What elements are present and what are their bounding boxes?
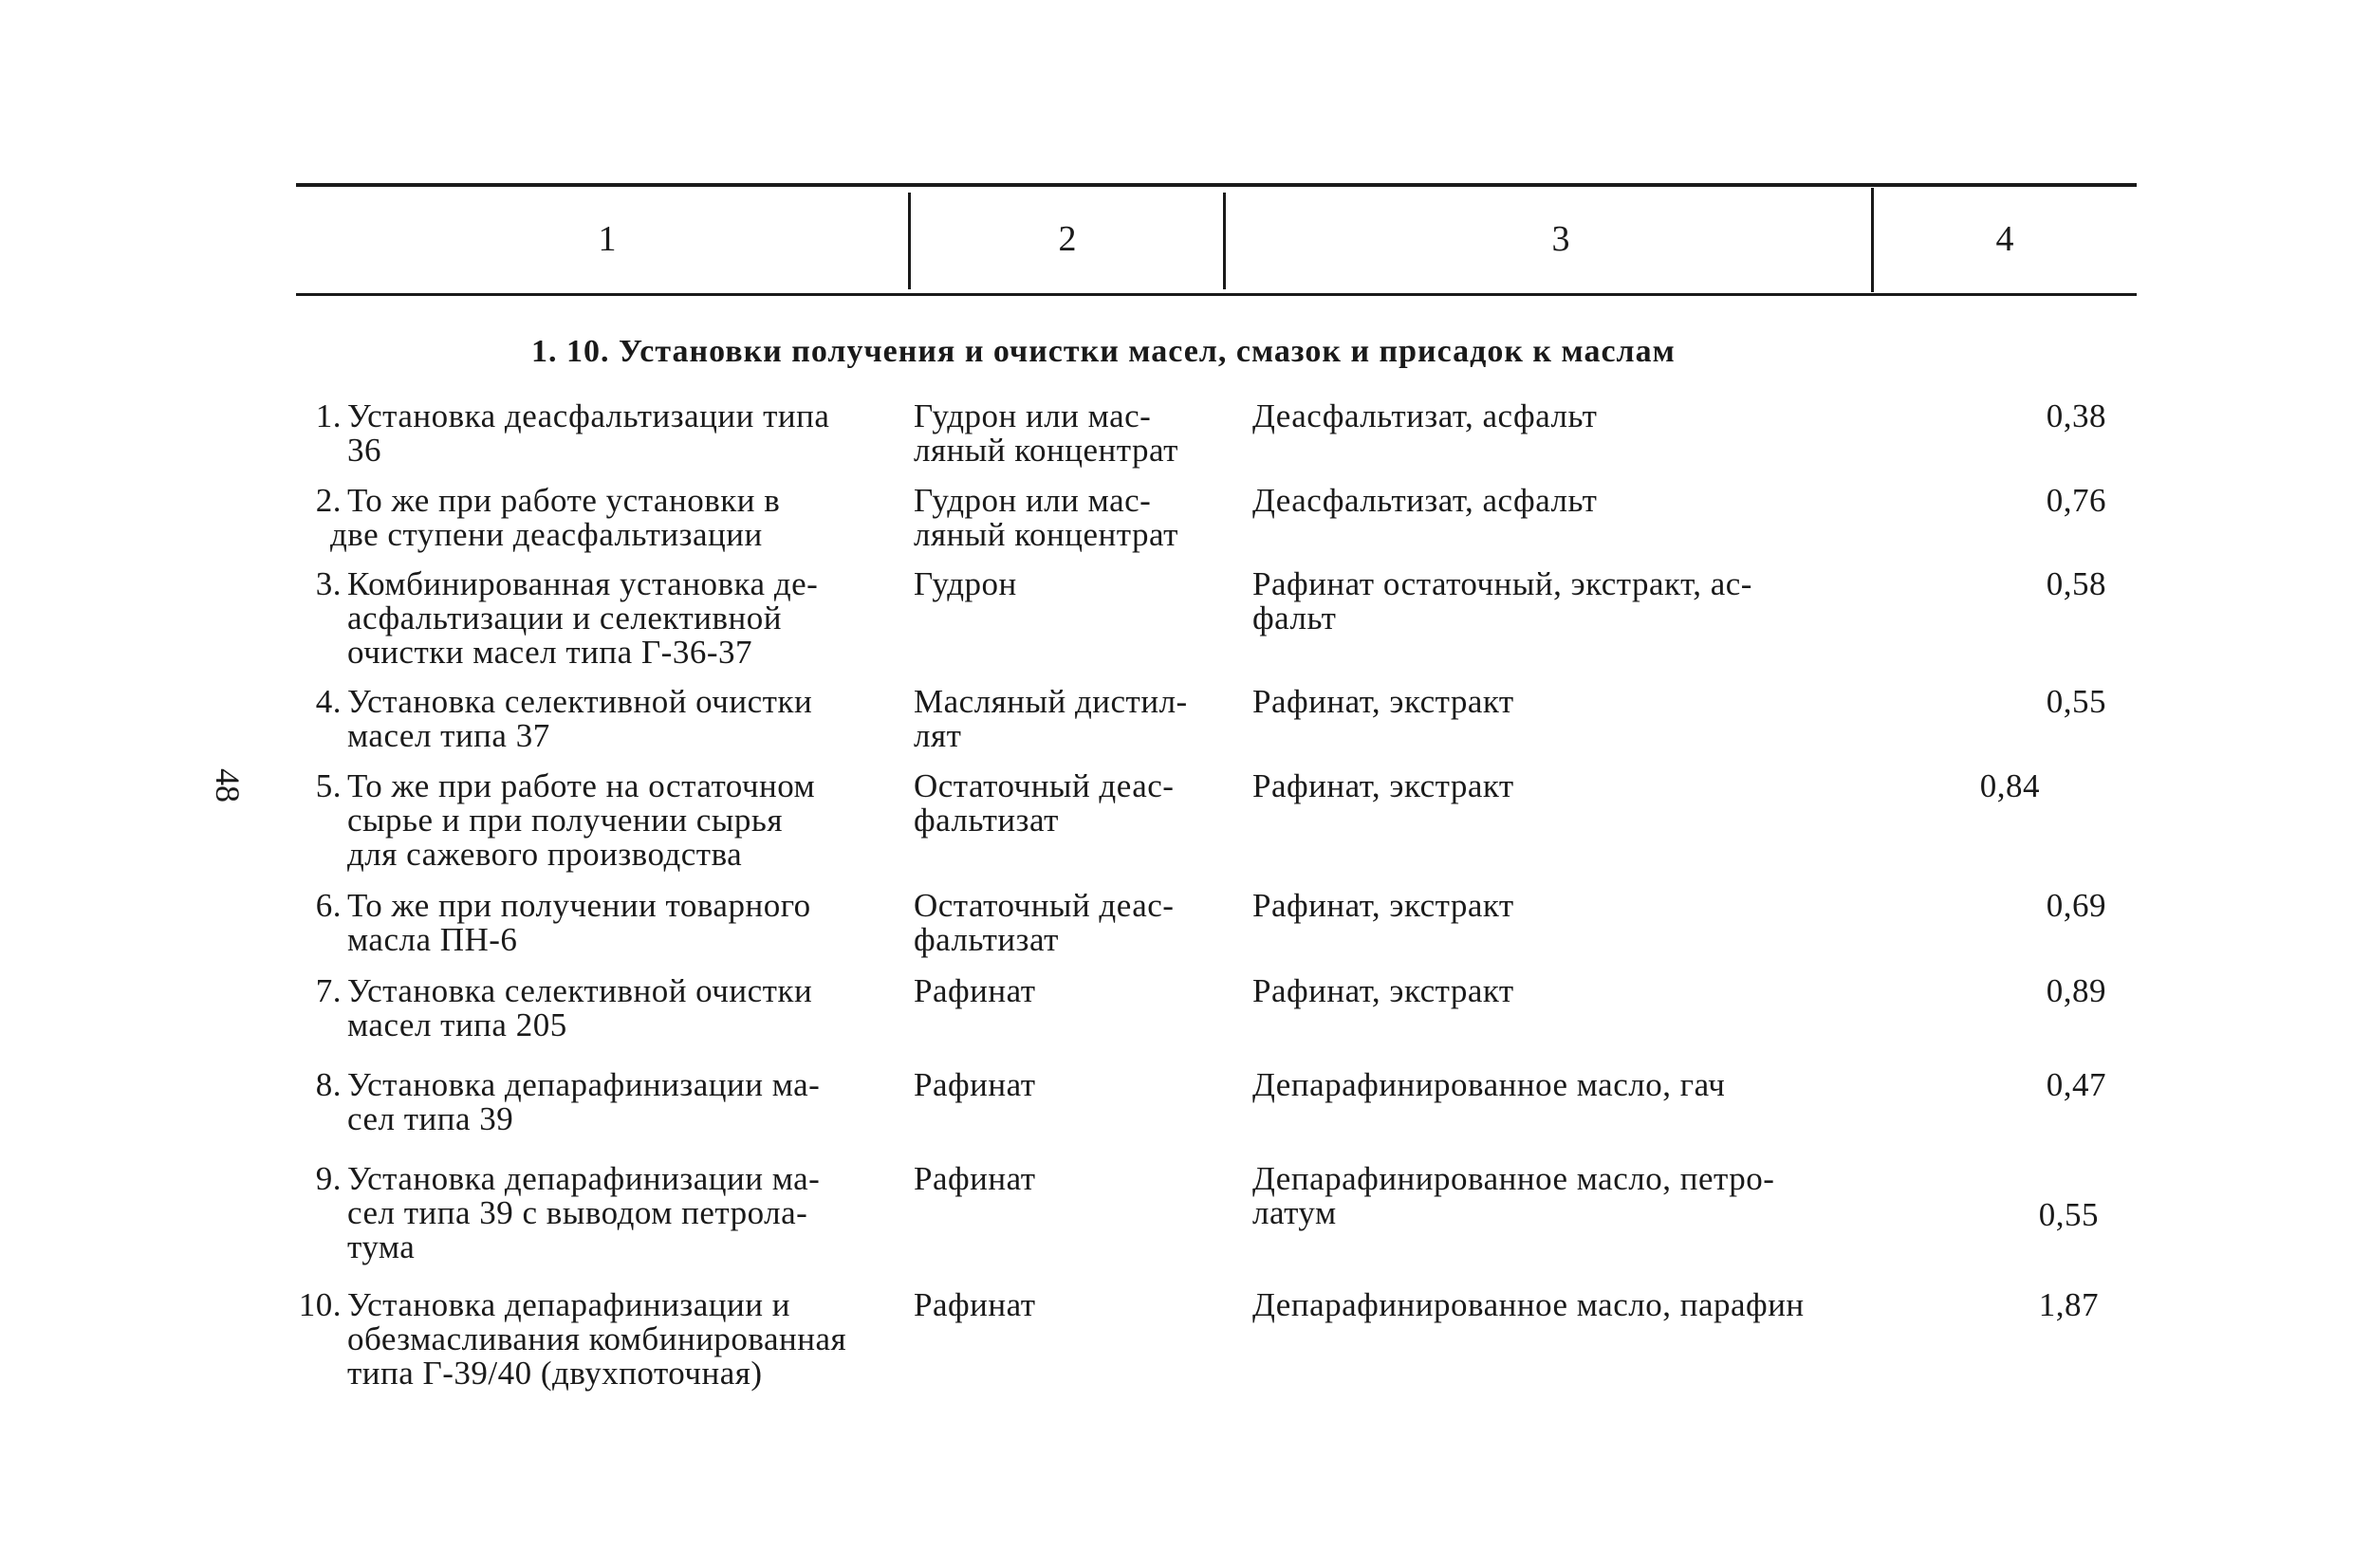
row-feed-line: Масляный дистил- — [914, 683, 1188, 720]
row-desc-line: Комбинированная установка де- — [347, 565, 819, 602]
row-feedstock — [914, 974, 1227, 1008]
row-number: 10. — [298, 1286, 342, 1323]
row-feedstock — [914, 1162, 1227, 1196]
row-description — [285, 1162, 906, 1264]
row-feed-line: фальтизат — [914, 921, 1059, 958]
row-desc-line: Установка селективной очистки — [347, 972, 813, 1009]
row-products — [1252, 567, 1860, 636]
row-products-line: Депарафинированное масло, гач — [1252, 1066, 1726, 1103]
row-products — [1252, 1162, 1860, 1230]
row-products-line: фальт — [1252, 600, 1337, 636]
row-feedstock — [914, 1068, 1227, 1102]
row-feed-line: фальтизат — [914, 802, 1059, 839]
row-desc-line: То же при получении товарного — [347, 887, 811, 924]
row-products-line: Рафинат остаточный, экстракт, ас- — [1252, 565, 1752, 602]
row-products-line: Депарафинированное масло, петро- — [1252, 1160, 1775, 1197]
row-products-line: Рафинат, экстракт — [1252, 767, 1514, 804]
row-products — [1252, 769, 1860, 803]
row-feedstock — [914, 769, 1227, 838]
row-description — [285, 685, 906, 753]
row-desc-line: масел типа 205 — [347, 1006, 567, 1043]
row-products-line: Депарафинированное масло, парафин — [1252, 1286, 1805, 1323]
header-col-4: 4 — [1995, 219, 2014, 259]
row-desc-line: тума — [347, 1228, 416, 1265]
row-desc-line: 36 — [347, 432, 381, 469]
section-title: 1. 10. Установки получения и очистки масел, смазок и присадок к маслам — [531, 334, 1676, 369]
row-desc-line: Установка депарафинизации ма- — [347, 1160, 821, 1197]
row-feedstock — [914, 685, 1227, 753]
header-divider-2 — [1223, 193, 1226, 289]
row-feed-line: Гудрон или мас- — [914, 397, 1152, 434]
row-number: 1. — [315, 397, 342, 434]
row-feedstock — [914, 567, 1227, 601]
row-products — [1252, 399, 1860, 434]
row-desc-line: очистки масел типа Г-36-37 — [347, 634, 752, 671]
header-col-1: 1 — [598, 219, 617, 259]
header-col-2: 2 — [1058, 219, 1077, 259]
page-number: 48 — [209, 768, 247, 802]
row-description — [285, 1068, 906, 1136]
row-products-line: Деасфальтизат, асфальт — [1252, 397, 1598, 434]
row-desc-line: То же при работе установки в — [347, 482, 781, 519]
row-products — [1252, 685, 1860, 719]
row-desc-line: масла ПН-6 — [347, 921, 518, 958]
row-value: 0,55 — [2046, 683, 2106, 720]
row-number: 5. — [315, 767, 342, 804]
row-products-line: Деасфальтизат, асфальт — [1252, 482, 1598, 519]
row-desc-line: типа Г-39/40 (двухпоточная) — [347, 1355, 763, 1392]
row-desc-line: Установка депарафинизации ма- — [347, 1066, 821, 1103]
row-desc-line: масел типа 37 — [347, 717, 550, 754]
header-col-3: 3 — [1551, 219, 1570, 259]
row-feed-line: лят — [914, 717, 962, 754]
row-products-line: латум — [1252, 1194, 1337, 1231]
row-number: 4. — [315, 683, 342, 720]
row-feedstock — [914, 889, 1227, 957]
row-value: 0,58 — [2046, 565, 2106, 602]
row-desc-line: сырье и при получении сырья — [347, 802, 783, 839]
row-number: 3. — [315, 565, 342, 602]
row-products-line: Рафинат, экстракт — [1252, 972, 1514, 1009]
row-description — [285, 769, 906, 872]
row-value: 0,55 — [2038, 1196, 2099, 1233]
row-desc-line: сел типа 39 — [347, 1100, 514, 1137]
row-feed-line: ляный концентрат — [914, 432, 1178, 469]
row-products — [1252, 889, 1860, 923]
row-desc-line: для сажевого производства — [347, 836, 743, 873]
row-number: 9. — [315, 1160, 342, 1197]
row-description — [285, 484, 906, 552]
header-divider-1 — [908, 193, 911, 289]
row-description — [285, 889, 906, 957]
row-value: 0,84 — [1979, 767, 2040, 804]
row-desc-line: асфальтизации и селективной — [347, 600, 782, 636]
header-bottom-rule — [296, 293, 2137, 296]
row-products-line: Рафинат, экстракт — [1252, 887, 1514, 924]
row-desc-line: То же при работе на остаточном — [347, 767, 816, 804]
row-desc-line: Установка селективной очистки — [347, 683, 813, 720]
row-feed-line: Остаточный деас- — [914, 887, 1175, 924]
row-value: 0,47 — [2046, 1066, 2106, 1103]
row-products — [1252, 974, 1860, 1008]
header-top-rule — [296, 183, 2137, 187]
header-divider-3 — [1871, 188, 1874, 292]
row-products — [1252, 1288, 1860, 1322]
row-value: 1,87 — [2038, 1286, 2099, 1323]
row-value: 0,69 — [2046, 887, 2106, 924]
row-value: 0,38 — [2046, 397, 2106, 434]
row-feed-line: Рафинат — [914, 1160, 1036, 1197]
row-feed-line: ляный концентрат — [914, 516, 1178, 553]
row-description — [285, 567, 906, 670]
row-feed-line: Остаточный деас- — [914, 767, 1175, 804]
row-feed-line: Рафинат — [914, 1066, 1036, 1103]
row-value: 0,89 — [2046, 972, 2106, 1009]
row-products — [1252, 1068, 1860, 1102]
row-desc-line: две ступени деасфальтизации — [330, 516, 763, 553]
row-feed-line: Гудрон или мас- — [914, 482, 1152, 519]
row-feedstock — [914, 484, 1227, 552]
row-description — [285, 399, 906, 468]
row-feedstock — [914, 399, 1227, 468]
row-number: 7. — [315, 972, 342, 1009]
row-number: 8. — [315, 1066, 342, 1103]
row-number: 2. — [315, 482, 342, 519]
row-description — [285, 1288, 906, 1391]
row-feed-line: Рафинат — [914, 972, 1036, 1009]
row-products-line: Рафинат, экстракт — [1252, 683, 1514, 720]
row-desc-line: Установка деасфальтизации типа — [347, 397, 830, 434]
row-desc-line: сел типа 39 с выводом петрола- — [347, 1194, 808, 1231]
row-desc-line: Установка депарафинизации и — [347, 1286, 790, 1323]
row-number: 6. — [315, 887, 342, 924]
row-description — [285, 974, 906, 1042]
row-feed-line: Гудрон — [914, 565, 1017, 602]
row-feedstock — [914, 1288, 1227, 1322]
row-products — [1252, 484, 1860, 518]
row-value: 0,76 — [2046, 482, 2106, 519]
row-feed-line: Рафинат — [914, 1286, 1036, 1323]
row-desc-line: обезмасливания комбинированная — [347, 1320, 847, 1357]
